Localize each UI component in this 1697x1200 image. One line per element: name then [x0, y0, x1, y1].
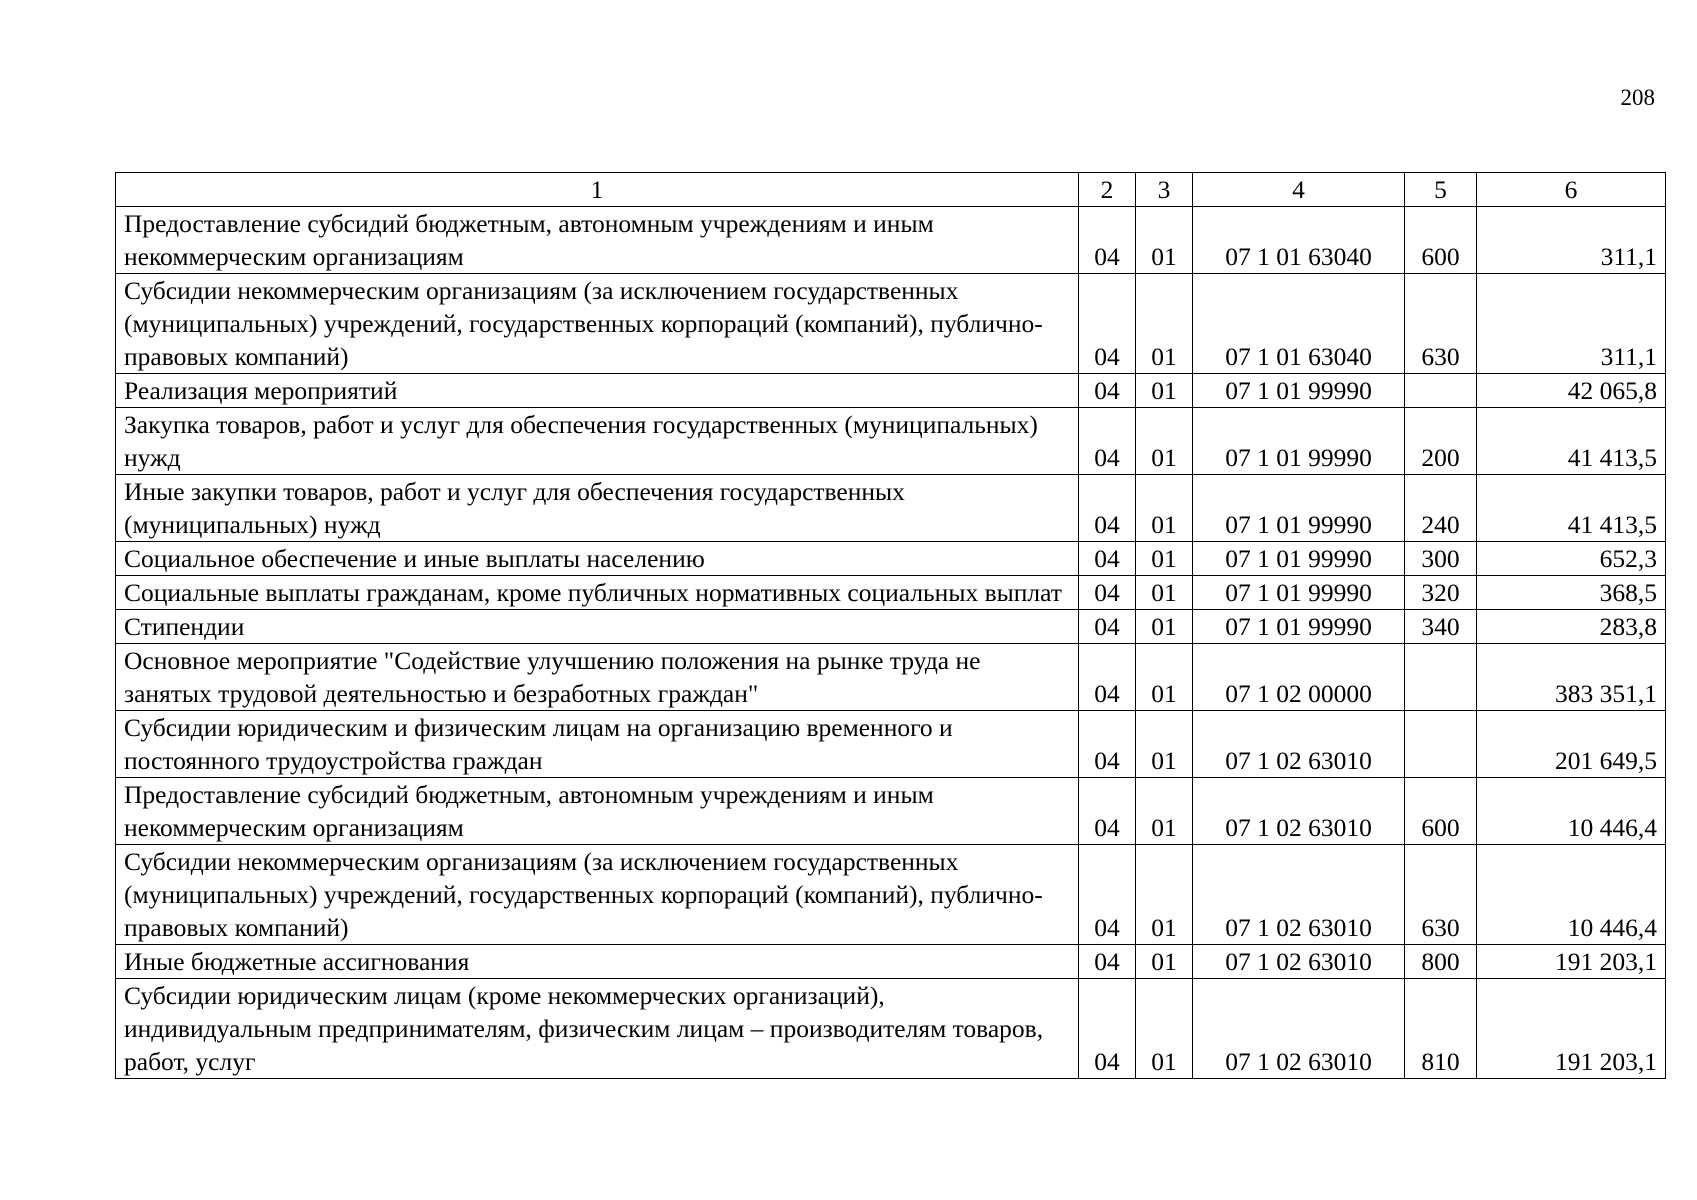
subsection-code-cell: 01: [1136, 644, 1193, 711]
expense-type-cell: 340: [1405, 610, 1477, 644]
expense-type-cell: 320: [1405, 576, 1477, 610]
table-row: [116, 207, 1666, 274]
expense-name-cell: Иные закупки товаров, работ и услуг для обеспечения государственных (муниципальных) нужд: [116, 475, 1079, 542]
expense-type-cell: [1405, 711, 1477, 778]
table-row: [116, 374, 1666, 408]
section-code-cell: 04: [1079, 207, 1136, 274]
section-code-cell: 04: [1079, 542, 1136, 576]
budget-table: [115, 172, 1666, 1079]
target-article-cell: 07 1 02 63010: [1193, 845, 1405, 945]
section-code-cell: 04: [1079, 475, 1136, 542]
column-header: 5: [1405, 173, 1477, 207]
section-code-cell: 04: [1079, 778, 1136, 845]
section-code-cell: 04: [1079, 945, 1136, 979]
target-article-cell: 07 1 01 99990: [1193, 374, 1405, 408]
table-row: [116, 644, 1666, 711]
target-article-cell: 07 1 02 63010: [1193, 945, 1405, 979]
target-article-cell: 07 1 01 63040: [1193, 207, 1405, 274]
expense-name-cell: Субсидии юридическим лицам (кроме некоммерческих организаций), индивидуальным предпринимателям, физическим лицам – производителям товаров, работ, услуг: [116, 979, 1079, 1079]
subsection-code-cell: 01: [1136, 979, 1193, 1079]
expense-name-cell: Основное мероприятие "Содействие улучшению положения на рынке труда не занятых трудовой деятельностью и безработных граждан": [116, 644, 1079, 711]
subsection-code-cell: 01: [1136, 408, 1193, 475]
target-article-cell: 07 1 01 99990: [1193, 542, 1405, 576]
section-code-cell: 04: [1079, 644, 1136, 711]
subsection-code-cell: 01: [1136, 945, 1193, 979]
expense-name-cell: Субсидии юридическим и физическим лицам на организацию временного и постоянного трудоустройства граждан: [116, 711, 1079, 778]
expense-type-cell: 810: [1405, 979, 1477, 1079]
target-article-cell: 07 1 01 99990: [1193, 610, 1405, 644]
table-row: [116, 274, 1666, 374]
target-article-cell: 07 1 01 99990: [1193, 408, 1405, 475]
section-code-cell: 04: [1079, 576, 1136, 610]
target-article-cell: 07 1 02 63010: [1193, 778, 1405, 845]
expense-type-cell: 240: [1405, 475, 1477, 542]
expense-type-cell: 630: [1405, 845, 1477, 945]
expense-type-cell: 300: [1405, 542, 1477, 576]
section-code-cell: 04: [1079, 610, 1136, 644]
section-code-cell: 04: [1079, 845, 1136, 945]
subsection-code-cell: 01: [1136, 576, 1193, 610]
section-code-cell: 04: [1079, 374, 1136, 408]
subsection-code-cell: 01: [1136, 542, 1193, 576]
expense-name-cell: Субсидии некоммерческим организациям (за исключением государственных (муниципальных) учреждений, государственных корпораций (компаний), публично-правовых компаний): [116, 845, 1079, 945]
amount-cell: 42 065,8: [1477, 374, 1666, 408]
amount-cell: 10 446,4: [1477, 845, 1666, 945]
expense-name-cell: Иные бюджетные ассигнования: [116, 945, 1079, 979]
table-row: [116, 542, 1666, 576]
expense-name-cell: Реализация мероприятий: [116, 374, 1079, 408]
section-code-cell: 04: [1079, 408, 1136, 475]
target-article-cell: 07 1 02 63010: [1193, 711, 1405, 778]
target-article-cell: 07 1 01 99990: [1193, 576, 1405, 610]
subsection-code-cell: 01: [1136, 610, 1193, 644]
amount-cell: 201 649,5: [1477, 711, 1666, 778]
subsection-code-cell: 01: [1136, 475, 1193, 542]
amount-cell: 191 203,1: [1477, 945, 1666, 979]
expense-type-cell: 800: [1405, 945, 1477, 979]
amount-cell: 283,8: [1477, 610, 1666, 644]
target-article-cell: 07 1 01 99990: [1193, 475, 1405, 542]
expense-type-cell: [1405, 374, 1477, 408]
subsection-code-cell: 01: [1136, 374, 1193, 408]
table-row: [116, 576, 1666, 610]
amount-cell: 311,1: [1477, 207, 1666, 274]
table-row: [116, 475, 1666, 542]
column-header: 3: [1136, 173, 1193, 207]
column-header: 2: [1079, 173, 1136, 207]
expense-type-cell: [1405, 644, 1477, 711]
amount-cell: 10 446,4: [1477, 778, 1666, 845]
subsection-code-cell: 01: [1136, 845, 1193, 945]
table-body: [116, 207, 1666, 1079]
expense-name-cell: Предоставление субсидий бюджетным, автономным учреждениям и иным некоммерческим организациям: [116, 207, 1079, 274]
amount-cell: 191 203,1: [1477, 979, 1666, 1079]
column-header: 4: [1193, 173, 1405, 207]
table-row: [116, 945, 1666, 979]
section-code-cell: 04: [1079, 274, 1136, 374]
table-header-row: [116, 173, 1666, 207]
target-article-cell: 07 1 02 00000: [1193, 644, 1405, 711]
amount-cell: 652,3: [1477, 542, 1666, 576]
table-row: [116, 711, 1666, 778]
page-number: 208: [1620, 85, 1655, 110]
table-row: [116, 408, 1666, 475]
amount-cell: 311,1: [1477, 274, 1666, 374]
table-row: [116, 610, 1666, 644]
expense-name-cell: Социальные выплаты гражданам, кроме публичных нормативных социальных выплат: [116, 576, 1079, 610]
column-header: 6: [1477, 173, 1666, 207]
section-code-cell: 04: [1079, 711, 1136, 778]
expense-name-cell: Предоставление субсидий бюджетным, автономным учреждениям и иным некоммерческим организациям: [116, 778, 1079, 845]
column-header: 1: [116, 173, 1079, 207]
amount-cell: 383 351,1: [1477, 644, 1666, 711]
subsection-code-cell: 01: [1136, 207, 1193, 274]
expense-name-cell: Стипендии: [116, 610, 1079, 644]
table-row: [116, 778, 1666, 845]
expense-type-cell: 200: [1405, 408, 1477, 475]
subsection-code-cell: 01: [1136, 778, 1193, 845]
subsection-code-cell: 01: [1136, 274, 1193, 374]
amount-cell: 41 413,5: [1477, 408, 1666, 475]
table-row: [116, 845, 1666, 945]
amount-cell: 368,5: [1477, 576, 1666, 610]
target-article-cell: 07 1 02 63010: [1193, 979, 1405, 1079]
table-row: [116, 979, 1666, 1079]
subsection-code-cell: 01: [1136, 711, 1193, 778]
amount-cell: 41 413,5: [1477, 475, 1666, 542]
section-code-cell: 04: [1079, 979, 1136, 1079]
expense-type-cell: 600: [1405, 778, 1477, 845]
expense-type-cell: 600: [1405, 207, 1477, 274]
expense-name-cell: Субсидии некоммерческим организациям (за исключением государственных (муниципальных) учреждений, государственных корпораций (компаний), публично-правовых компаний): [116, 274, 1079, 374]
expense-name-cell: Закупка товаров, работ и услуг для обеспечения государственных (муниципальных) нужд: [116, 408, 1079, 475]
expense-name-cell: Социальное обеспечение и иные выплаты населению: [116, 542, 1079, 576]
target-article-cell: 07 1 01 63040: [1193, 274, 1405, 374]
expense-type-cell: 630: [1405, 274, 1477, 374]
